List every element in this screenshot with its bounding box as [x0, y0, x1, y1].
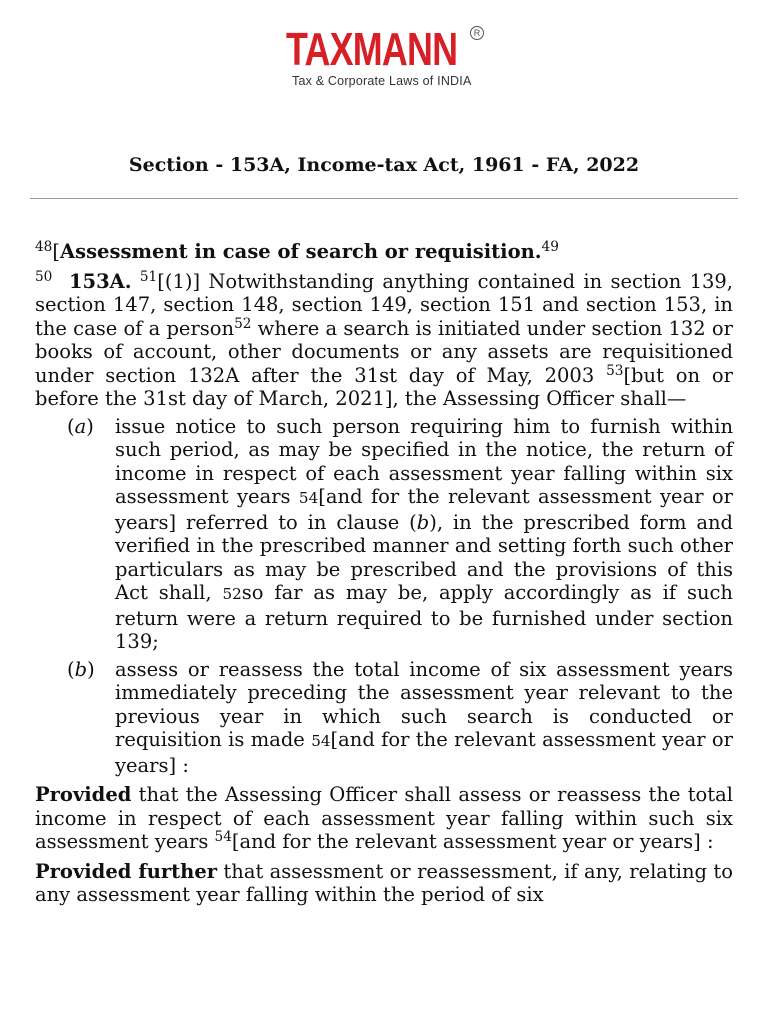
- proviso-lead: Provided further: [35, 859, 218, 883]
- footnote-ref[interactable]: 48: [35, 239, 53, 256]
- footnote-ref[interactable]: 52: [234, 315, 252, 332]
- document-title: Section - 153A, Income-tax Act, 1961 - FA, 2022: [128, 154, 640, 176]
- heading-text: Assessment in case of search or requisition.: [59, 240, 542, 263]
- clause-b: [35, 658, 733, 778]
- section-heading: [35, 240, 733, 264]
- clause-label: (a): [67, 414, 94, 438]
- proviso-1: [35, 783, 733, 854]
- clause-label: (b): [67, 657, 95, 681]
- footnote-ref[interactable]: 51: [139, 268, 158, 285]
- clause-text: assess or reassess the total income of six assessment years immediately preceding the assessment year relevant to the previous year in which such search is conducted or requisition is made: [115, 657, 733, 751]
- section-paragraph: [35, 270, 733, 411]
- proviso-text: that assessment or reassessment, if any, relating to any assessment year falling within the period of six: [35, 859, 734, 906]
- footnote-ref[interactable]: 53: [606, 362, 624, 379]
- heading-bracket: [: [52, 240, 60, 263]
- paragraph-text: [(1)] Notwithstanding anything contained in section 139, section 147, section 148, section 149, section 151 and section 153, in the case of a person: [35, 269, 733, 340]
- paragraph-text: where a search is initiated under section 132 or books of account, other documents or any assets are requisitioned under section 132A after the 31st day of May, 2003: [35, 316, 733, 387]
- page-header: [0, 0, 768, 110]
- proviso-text: [and for the relevant assessment year or years] :: [231, 830, 714, 853]
- clause-ref: b: [416, 510, 430, 534]
- proviso-text: that the Assessing Officer shall assess or reassess the total income in respect of each assessment year falling within such six assessment years: [35, 783, 733, 853]
- logo-tagline: Tax & Corporate Laws of INDIA: [292, 74, 472, 88]
- clause-text: issue notice to such person requiring him to furnish within such period, as may be specified in the notice, the return of income in respect of each assessment year falling within six assessment years: [115, 414, 733, 508]
- clause-text: [and for the relevant assessment year or years] :: [115, 728, 733, 777]
- registered-trademark-icon: R: [470, 26, 484, 40]
- clause-a: [35, 415, 733, 654]
- taxmann-logo: TAXMANN: [286, 23, 458, 75]
- footnote-ref[interactable]: 52: [222, 585, 242, 603]
- proviso-lead: Provided: [35, 783, 132, 806]
- paragraph-text: [but on or before the 31st day of March, 2021], the Assessing Officer shall—: [35, 363, 733, 410]
- title-divider: [30, 198, 738, 199]
- footnote-ref[interactable]: 54: [214, 829, 232, 846]
- footnote-ref[interactable]: 54: [311, 732, 331, 750]
- clause-text: [and for the relevant assessment year or years] referred to in clause (: [115, 485, 733, 534]
- document-body: [35, 240, 733, 907]
- footnote-ref[interactable]: 49: [541, 239, 559, 256]
- clause-text: so far as may be, apply accordingly as if such return were a return required to be furnished under section 139;: [115, 581, 733, 653]
- footnote-ref[interactable]: 54: [298, 489, 319, 507]
- clause-text: ), in the prescribed form and verified in the prescribed manner and setting forth such other particulars as may be prescribed and the provisions of this Act shall,: [115, 510, 733, 604]
- footnote-ref[interactable]: 50: [35, 268, 53, 285]
- section-number: 153A.: [68, 269, 132, 293]
- proviso-2: [35, 860, 733, 907]
